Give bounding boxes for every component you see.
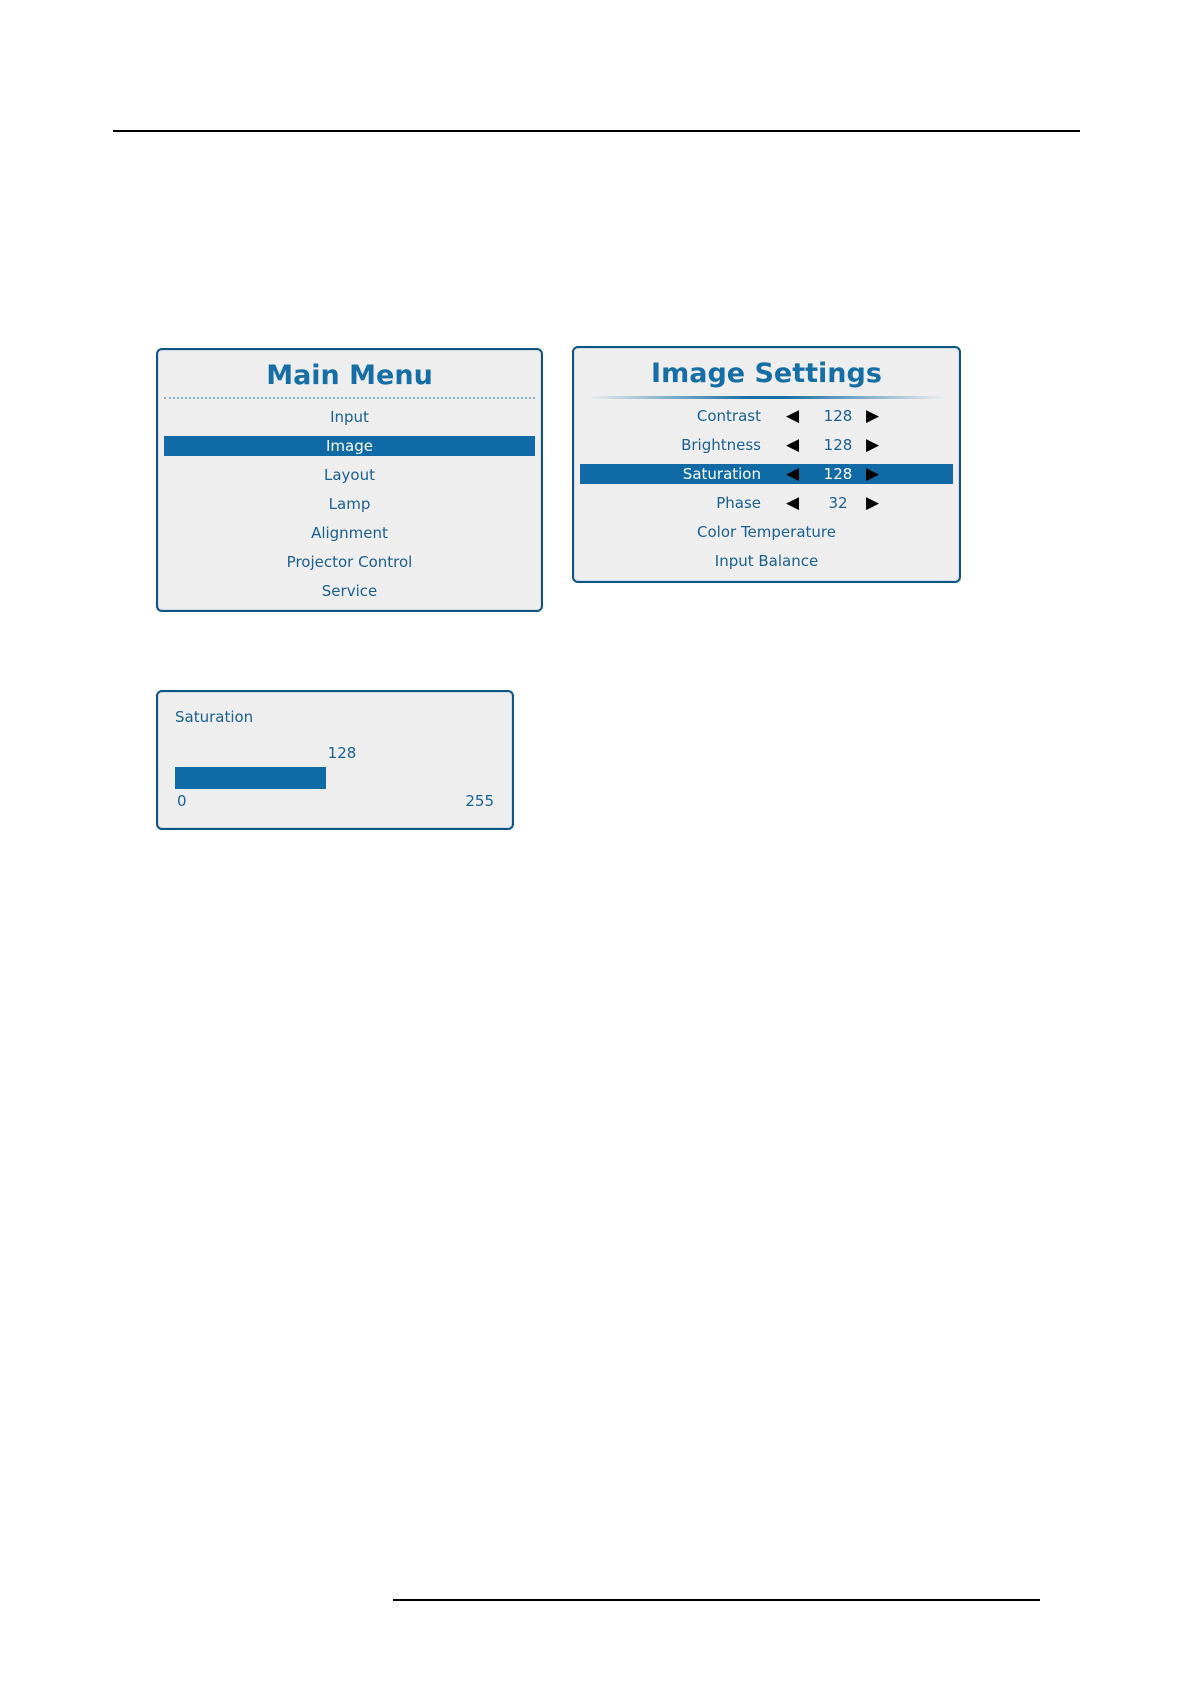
setting-row-input-balance[interactable] xyxy=(580,551,953,571)
main-menu-list xyxy=(164,407,535,610)
image-settings-panel xyxy=(572,346,961,583)
menu-item-layout[interactable]: Layout xyxy=(324,466,375,484)
arrow-left-icon[interactable]: ◀ xyxy=(786,435,800,455)
arrow-left-icon[interactable]: ◀ xyxy=(786,493,800,513)
title-divider xyxy=(588,396,945,399)
image-settings-title: Image Settings xyxy=(651,358,882,389)
arrow-right-icon[interactable]: ▶ xyxy=(866,435,880,455)
image-settings-list xyxy=(580,406,953,580)
setting-row-contrast[interactable] xyxy=(580,406,953,426)
setting-value: 128 xyxy=(823,465,853,483)
menu-item-input[interactable]: Input xyxy=(330,408,369,426)
setting-row-color-temperature[interactable] xyxy=(580,522,953,542)
setting-row-phase[interactable] xyxy=(580,493,953,513)
setting-label: Saturation xyxy=(682,465,761,483)
setting-row-saturation[interactable] xyxy=(580,464,953,484)
setting-value: 128 xyxy=(823,407,853,425)
setting-row-brightness[interactable] xyxy=(580,435,953,455)
saturation-dialog xyxy=(156,690,514,830)
setting-label: Contrast xyxy=(696,407,761,425)
main-menu-panel xyxy=(156,348,543,612)
arrow-right-icon[interactable]: ▶ xyxy=(866,493,880,513)
slider-fill xyxy=(175,767,326,789)
menu-item-service[interactable]: Service xyxy=(321,582,378,600)
arrow-left-icon[interactable]: ◀ xyxy=(786,406,800,426)
arrow-right-icon[interactable]: ▶ xyxy=(866,406,880,426)
setting-label: Input Balance xyxy=(714,552,819,570)
menu-item-lamp[interactable]: Lamp xyxy=(328,495,371,513)
setting-label: Color Temperature xyxy=(697,523,836,541)
menu-item-projector-control[interactable]: Projector Control xyxy=(286,553,413,571)
saturation-slider[interactable] xyxy=(175,767,495,789)
page-header-rule xyxy=(113,130,1080,132)
menu-item-image[interactable]: Image xyxy=(164,436,535,456)
menu-item-alignment[interactable]: Alignment xyxy=(311,524,388,542)
slider-min-label: 0 xyxy=(177,792,187,810)
arrow-left-icon[interactable]: ◀ xyxy=(786,464,800,484)
main-menu-title: Main Menu xyxy=(266,360,433,391)
setting-value: 128 xyxy=(823,436,853,454)
setting-label: Phase xyxy=(716,494,761,512)
dialog-title: Saturation xyxy=(175,708,254,726)
slider-max-label: 255 xyxy=(465,792,494,810)
setting-label: Brightness xyxy=(681,436,761,454)
setting-value: 32 xyxy=(828,494,848,512)
arrow-right-icon[interactable]: ▶ xyxy=(866,464,880,484)
title-divider xyxy=(164,397,535,399)
page-footer-rule xyxy=(393,1599,1040,1601)
slider-value: 128 xyxy=(327,744,357,762)
